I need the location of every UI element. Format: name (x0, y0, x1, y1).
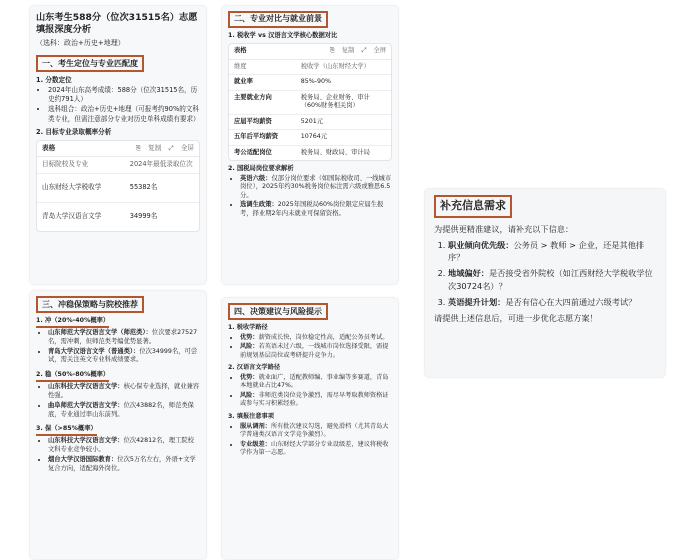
list-item: • 曲阜师范大学汉语言文学：位次43882名，师范类保底，专业通过率山东前列。 (48, 402, 200, 420)
list-item: • 山东科技大学汉语言文学：核心保专业选择，就业兼容性强。 (48, 383, 200, 401)
comparison-table (228, 43, 392, 161)
list-item: • 2024年山东高考成绩：588分（位次31515名，历史约791人） (48, 86, 200, 104)
tier-label-safe: 3. 保（>85%概率） (36, 425, 97, 436)
probability-table (36, 140, 200, 231)
tier-label-stable: 2. 稳（50%-80%概率） (36, 371, 109, 382)
column-header: 维度 (234, 62, 247, 70)
analysis-card-2 (222, 6, 398, 284)
supplement-info-card (425, 189, 665, 377)
supplement-list (434, 239, 656, 308)
list-item: • 优势：就业面广，适配教师编、事业编等多赛道，青岛本地就业占比47%。 (240, 374, 392, 391)
list-item: • 优势：薪资成长快，岗位稳定性高，适配公务员考试。 (240, 334, 392, 343)
list-item: • 风险：若英语未过六级，一线城市岗位选择受限，需提前规划基层岗位或考研提升竞争力。 (240, 343, 392, 360)
analysis-card-4 (222, 298, 398, 559)
column-header: 税收学（山东财经大学） (300, 62, 370, 70)
supplement-outro: 请提供上述信息后，可进一步优化志愿方案！ (434, 313, 598, 324)
table-row: 应届平均薪资 5201元 (229, 115, 391, 131)
fullscreen-button[interactable]: ⤢ 全屏 (168, 144, 194, 153)
list-item: • 服从调剂：所有批次建议勾选，避免滑档（尤其青岛大学普通类汉语言文学竞争激烈）。 (240, 423, 392, 440)
table-row: 山东财经大学税收学 55382名 (37, 174, 199, 203)
section-heading-supplement: 补充信息需求 (434, 195, 512, 218)
section-heading-strategy: 三、冲稳保策略与院校推荐 (36, 296, 144, 313)
section-heading-comparison: 二、专业对比与就业前景 (228, 11, 328, 28)
page-title: 山东考生588分（位次31515名）志愿填报深度分析 (36, 12, 198, 36)
list-item: • 英语六级：仅部分岗位要求（如国际税收司、一线城市岗位），2025年约30%税务岗位标注需六级或雅思6.5分。 (240, 175, 392, 201)
analysis-card-3 (30, 291, 206, 559)
list-item: • 青岛大学汉语言文学（普通类）：位次34999名，可尝试，需关注英文专业科成绩要求。 (48, 348, 200, 366)
list-item: • 烟台大学汉语国际教育：位次5万名左右，外语+文学复合方向，适配海外岗位。 (48, 456, 200, 474)
list-item: 1. 职业倾向优先级：公务员 > 教师 > 企业，还是其他排序？ (448, 239, 656, 264)
subheading-tax-path: 1. 税收学路径 (228, 324, 268, 332)
table-header-bar (37, 141, 199, 157)
analysis-card-1 (30, 6, 206, 284)
subheading-notes: 3. 填报注意事项 (228, 412, 274, 420)
subject-subtitle: （选科：政治+历史+地理） (36, 38, 125, 47)
reach-list (36, 329, 200, 365)
list-item: • 山东科技大学汉语言文学：位次42812名，理工院校文科专业竞争较小。 (48, 437, 200, 455)
table-row: 考公适配岗位 税务局、财政局、审计局 (234, 148, 370, 156)
supplement-intro: 为提供更精准建议，请补充以下信息： (434, 223, 574, 234)
safe-list (36, 437, 200, 473)
literature-path-list (228, 374, 392, 409)
table-row: 就业率 85%-90% (229, 75, 391, 91)
column-header: 目标院校及专业 (42, 160, 89, 169)
fullscreen-button[interactable]: ⤢ 全屏 (361, 47, 386, 55)
tax-path-list (228, 334, 392, 361)
table-row: 主要就业方向 税务局、企业财务、审计（60%财务相关岗） (229, 91, 391, 115)
list-item: 3. 英语提升计划：是否有信心在大四前通过六级考试？ (448, 296, 656, 308)
list-item: 2. 地域偏好：是否接受省外院校（如江西财经大学税收学位次30724名）？ (448, 267, 656, 292)
section-heading-advice: 四、决策建议与风险提示 (228, 303, 328, 320)
table-header-bar (229, 44, 391, 60)
copy-button[interactable]: ⎘ 复制 (329, 47, 355, 55)
column-header: 2024年最低录取位次 (129, 160, 193, 169)
table-title: 表格 (42, 144, 56, 153)
subheading-probability: 2. 目标专业录取概率分析 (36, 127, 112, 136)
tax-bureau-bullets (228, 175, 392, 219)
table-row: 青岛大学汉语言文学 34999名 (42, 211, 158, 220)
list-item: • 专业级差：山东财经大学部分专业设级差，建议将税收学作为第一志愿。 (240, 441, 392, 458)
list-item: • 选调生政策：2025年国税局60%岗位限定应届生报考，择业期2年内未就业可保留资格。 (240, 201, 392, 218)
list-item: • 风险：非师范类岗位竞争激烈，需尽早考取教师资格证或参与实习积累经验。 (240, 392, 392, 409)
subheading-literature-path: 2. 汉语言文学路径 (228, 364, 281, 372)
tier-label-reach: 1. 冲（20%-40%概率） (36, 317, 109, 328)
score-bullets (36, 86, 200, 124)
copy-button[interactable]: ⎘ 复制 (135, 144, 162, 153)
subheading-score: 1. 分数定位 (36, 75, 72, 84)
section-heading-positioning: 一、考生定位与专业匹配度 (36, 55, 144, 72)
notes-list (228, 423, 392, 458)
stable-list (36, 383, 200, 419)
list-item: • 选科组合：政治+历史+地理（可报考约90%的文科类专业，但需注意部分专业对历史单科成绩有要求） (48, 105, 200, 123)
list-item: • 山东师范大学汉语言文学（师范类）：位次要求27527名，需冲刺，但师范类考编优势显著。 (48, 329, 200, 347)
table-row: 五年后平均薪资 10764元 (229, 130, 391, 146)
table-title: 表格 (234, 47, 247, 55)
subheading-compare: 1. 税收学 vs 汉语言文学核心数据对比 (228, 31, 338, 39)
subheading-tax-bureau: 2. 国税局岗位要求解析 (228, 165, 294, 173)
